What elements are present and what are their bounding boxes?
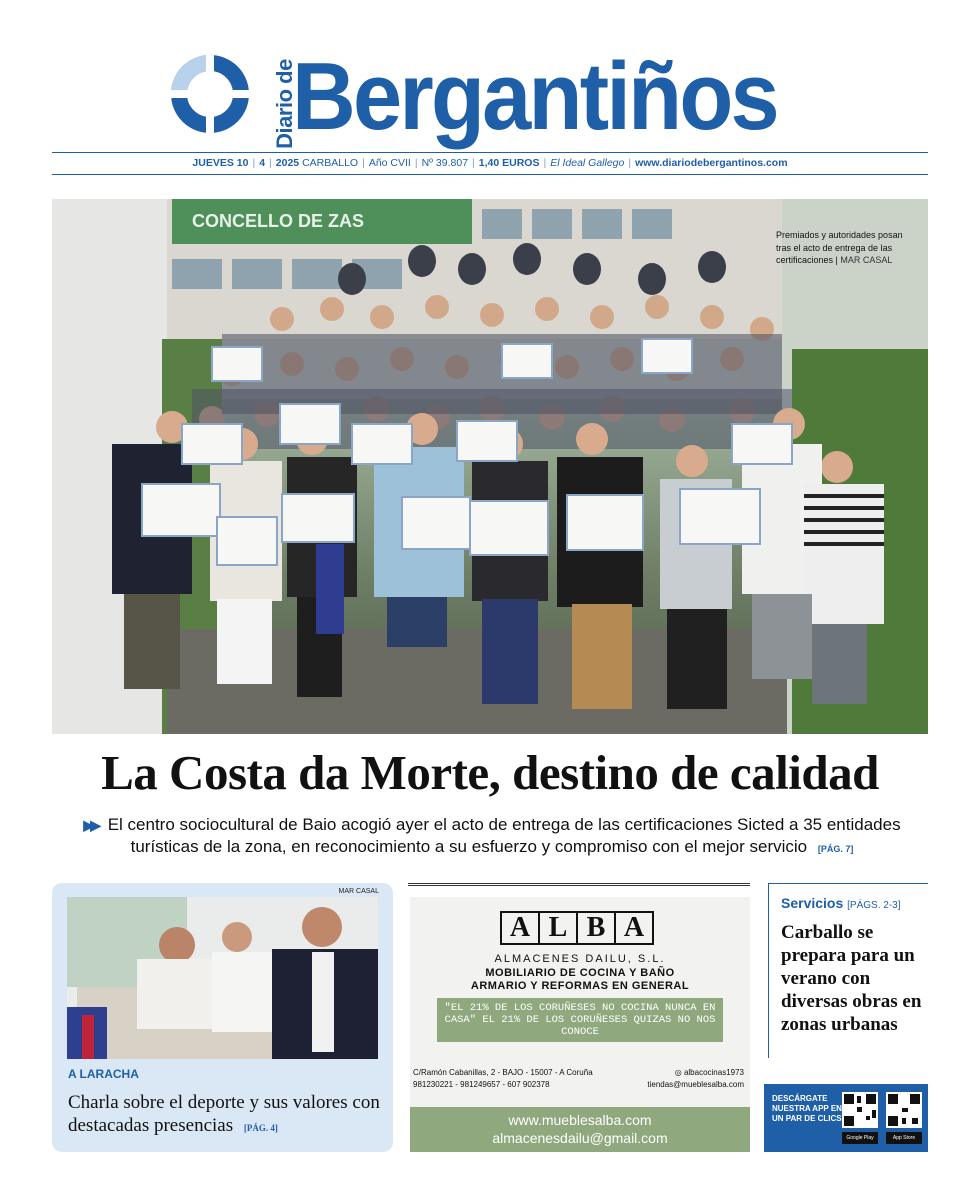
ad-logo-letter: B (576, 911, 616, 945)
teaser-title-text: Charla sobre el deporte y sus valores con destacadas presencias (68, 1092, 380, 1136)
main-photo (52, 199, 928, 734)
sidebar-page-ref[interactable]: [PÁGS. 2-3] (847, 900, 901, 911)
date-city: CARBALLO (302, 157, 359, 169)
instagram-icon: ◎ (674, 1068, 682, 1077)
ad-social-block (647, 1067, 744, 1091)
teaser-photo (67, 897, 378, 1059)
lead-dek (64, 814, 920, 860)
app-promo[interactable] (764, 1084, 928, 1152)
google-play-badge[interactable]: Google Play (842, 1132, 878, 1144)
ad-instagram[interactable]: albacocinas1973 (683, 1068, 744, 1077)
masthead (0, 40, 980, 150)
sidebar-story[interactable] (768, 883, 928, 1058)
teaser-page-ref[interactable]: [PÁG. 4] (243, 1123, 278, 1133)
sidebar-kicker-text: Servicios (781, 895, 844, 911)
app-promo-text: DESCÁRGATE NUESTRA APP EN UN PAR DE CLICS (772, 1094, 842, 1123)
ad-logo-letter: A (614, 911, 654, 945)
ad-contact-band (410, 1107, 750, 1152)
dateline: JUEVES 10 | 4 | 2025 CARBALLO | Año CVII | Nº 39.807 | 1,40 EUROS | El Ideal Gallego | www.diariodebergantinos.com (52, 152, 928, 175)
sidebar-kicker (781, 895, 901, 911)
photo-caption: Premiados y autoridades posan tras el acto de entrega de las certificaciones | MAR CASAL (776, 230, 903, 265)
date-day: JUEVES 10 (192, 157, 249, 169)
ad-top-rule (408, 883, 750, 886)
photo-credit: MAR CASAL (840, 255, 893, 265)
date-year: 2025 (275, 157, 300, 169)
price: 1,40 EUROS (478, 157, 540, 169)
teaser-credit: MAR CASAL (338, 888, 379, 895)
ad-email[interactable]: almacenesdailu@gmail.com (492, 1130, 668, 1146)
slogan: El Ideal Gallego (550, 157, 625, 169)
ad-line2: ARMARIO Y REFORMAS EN GENERAL (470, 980, 690, 992)
sidebar-title[interactable]: Carballo se prepara para un verano con diversas obras en zonas urbanas (781, 922, 922, 1035)
teaser-title[interactable] (68, 1091, 388, 1140)
ad-quote: "EL 21% DE LOS CORUÑESES NO COCINA NUNCA EN CASA" EL 21% DE LOS CORUÑESES QUIZAS NO NOS CONOCE (437, 998, 723, 1042)
caption-text: Premiados y autoridades posan tras el acto de entrega de las certificaciones (776, 230, 903, 265)
ad-logo (500, 911, 652, 945)
ad-company: ALMACENES DAILU, S.L. (494, 953, 666, 965)
lead-headline[interactable]: La Costa da Morte, destino de calidad (101, 745, 879, 800)
logo-icon (170, 54, 250, 134)
app-store-badge[interactable]: App Store (886, 1132, 922, 1144)
ad-phones: 981230221 - 981249657 - 607 902378 (413, 1080, 550, 1089)
ad-address-block (413, 1067, 593, 1091)
teaser-card[interactable] (52, 883, 393, 1152)
masthead-brand[interactable]: Bergantiños (292, 43, 777, 150)
building-sign: CONCELLO DE ZAS (192, 211, 365, 231)
volume: Año CVII (368, 157, 411, 169)
double-arrow-icon: ▶▶ (83, 817, 97, 833)
ad-email-small[interactable]: tiendas@mueblesalba.com (647, 1080, 744, 1089)
group-photo-illustration (52, 199, 928, 734)
ad-web[interactable]: www.mueblesalba.com (508, 1112, 652, 1128)
lead-page-ref[interactable]: [PÁG. 7] (817, 844, 854, 854)
website-link[interactable]: www.diariodebergantinos.com (635, 157, 788, 169)
teaser-kicker: A LARACHA (68, 1067, 139, 1081)
teaser-photo-illustration (67, 897, 378, 1059)
advertisement[interactable] (410, 897, 750, 1152)
masthead-diario: Diario de (272, 59, 297, 149)
qr-code-icon[interactable] (842, 1092, 878, 1128)
lead-dek-text: El centro sociocultural de Baio acogió ayer el acto de entrega de las certificaciones Sicted a 35 entidades turísticas de la zona, en reconocimiento a su esfuerzo y compromiso con el mejor servicio (107, 815, 901, 856)
ad-address: C/Ramón Cabanillas, 2 - BAJO - 15007 - A Coruña (413, 1068, 593, 1077)
ad-logo-letter: A (500, 911, 540, 945)
date-month: 4 (259, 157, 266, 169)
ad-logo-letter: L (538, 911, 578, 945)
issue-number: Nº 39.807 (421, 157, 469, 169)
qr-code-icon[interactable] (886, 1092, 922, 1128)
ad-line1: MOBILIARIO DE COCINA Y BAÑO (485, 967, 675, 979)
